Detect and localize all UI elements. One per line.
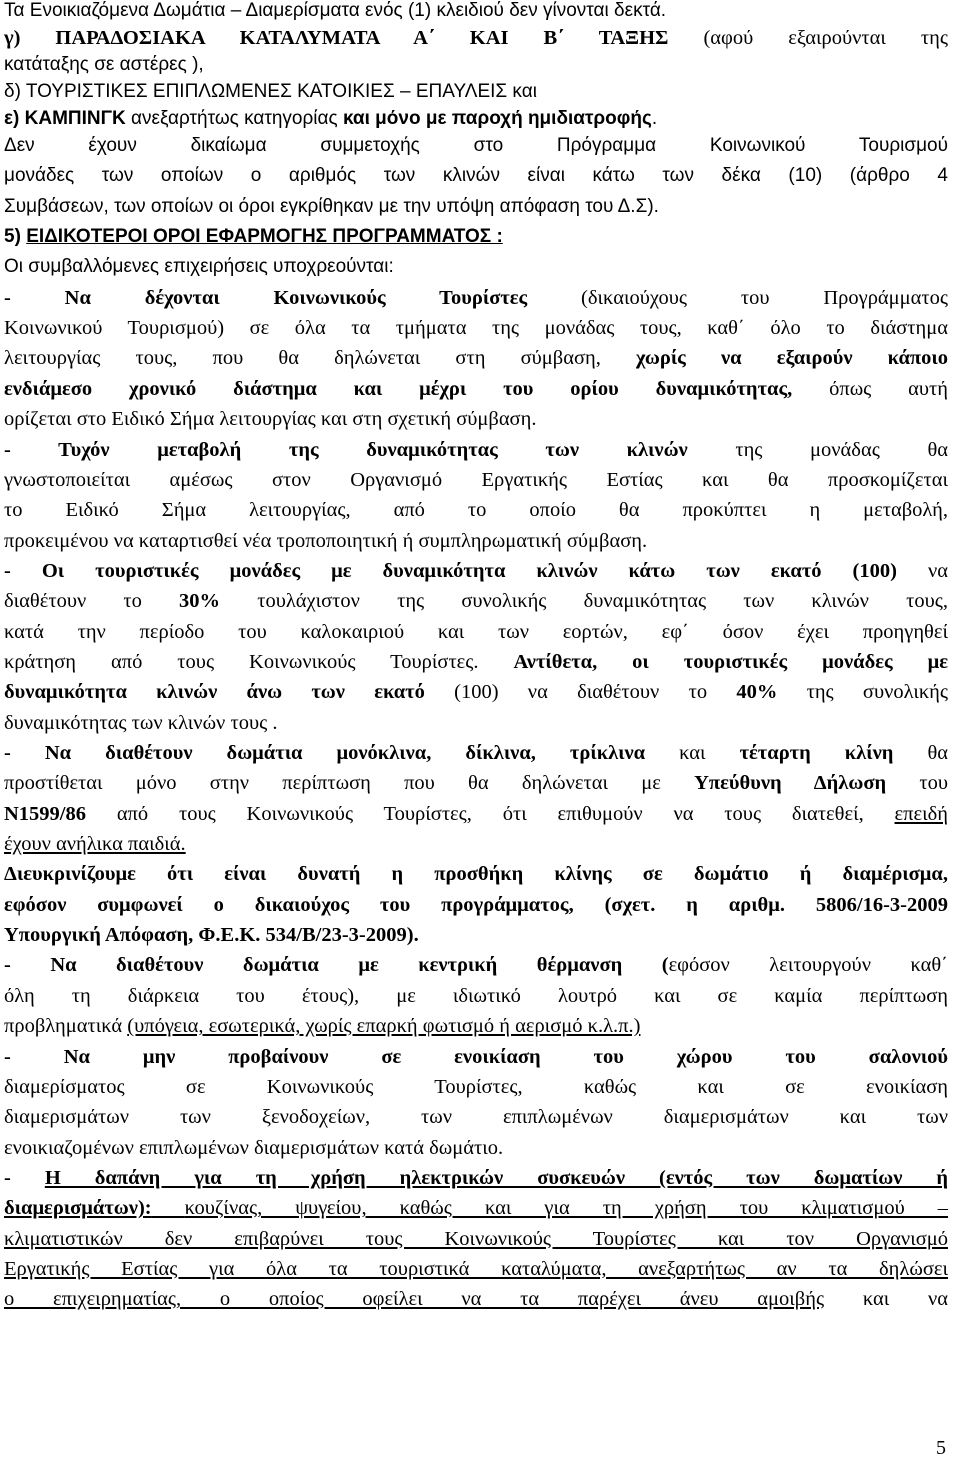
text-segment: θα: [893, 742, 948, 764]
text-segment: - Να διαθέτουν δωμάτια μονόκλινα, δίκλινα, τρίκλινα: [4, 742, 646, 764]
text-segment: και μόνο με παροχή ημιδιατροφής: [342, 108, 652, 129]
text-line: [4, 556, 948, 586]
text-segment: διαμερισμάτων):: [4, 1197, 152, 1220]
text-line: [4, 586, 948, 616]
text-segment: προστίθεται μόνο στην περίπτωση που θα δηλώνεται με: [4, 772, 695, 795]
text-line: [4, 981, 948, 1011]
text-line: [4, 647, 948, 677]
text-line: [4, 374, 948, 404]
text-line: [4, 799, 948, 829]
text-segment: - Τυχόν μεταβολή της δυναμικότητας των κλινών: [4, 438, 688, 461]
text-segment: Η δαπάνη για τη χρήση ηλεκτρικών συσκευών (εντός των δωματίων ή: [44, 1166, 948, 1189]
text-line: [4, 1011, 948, 1041]
text-line: [4, 131, 948, 161]
text-line: [4, 950, 948, 980]
text-segment: της συνολικής: [777, 681, 949, 704]
text-line: [4, 1102, 948, 1132]
text-segment: εφόσον λειτουργούν καθ΄: [668, 954, 948, 977]
text-line: [4, 920, 948, 950]
text-segment: έχουν ανήλικα παιδιά.: [4, 833, 186, 856]
text-segment: του: [886, 772, 949, 795]
text-line: [4, 222, 948, 252]
text-segment: προβληματικά: [4, 1015, 128, 1038]
text-segment: Διευκρινίζουμε ότι είναι δυνατή η προσθήκη κλίνης σε δωμάτιο ή διαμέρισμα,: [4, 863, 948, 886]
text-line: [4, 1042, 948, 1072]
text-line: [4, 1284, 948, 1314]
text-segment: 40%: [736, 681, 778, 704]
text-line: [4, 283, 948, 313]
text-segment: της μονάδας θα: [687, 438, 948, 461]
text-segment: εφόσον συμφωνεί ο δικαιούχος του προγράμματος, (σχετ. η αριθμ. 5806/16-3-2009: [4, 893, 948, 916]
text-segment: λειτουργίας τους, που θα δηλώνεται στη σύμβαση,: [4, 347, 636, 370]
text-segment: κλιματιστικών δεν επιβαρύνει τους Κοινωνικούς Τουρίστες και τον Οργανισμό: [4, 1227, 948, 1250]
text-line: [4, 50, 948, 80]
text-segment: χωρίς να εξαιρούν κάποιο: [635, 347, 948, 370]
text-segment: γ) ΠΑΡΑΔΟΣΙΑΚΑ ΚΑΤΑΛΥΜΑΤΑ Α΄ ΚΑΙ Β΄ ΤΑΞΗΣ: [4, 27, 669, 49]
text-segment: ορίζεται στο Ειδικό Σήμα λειτουργίας και στη σχετική σύμβαση.: [4, 408, 537, 431]
text-segment: δυναμικότητα κλινών άνω των εκατό: [4, 681, 425, 704]
text-line: [4, 465, 948, 495]
text-segment: - Να διαθέτουν δωμάτια με κεντρική θέρμανση (: [4, 954, 669, 977]
text-segment: επειδή: [894, 802, 948, 825]
text-segment: Συμβάσεων, των οποίων οι όροι εγκρίθηκαν με την υπόψη απόφαση του Δ.Σ).: [4, 195, 659, 217]
text-line: [4, 677, 948, 707]
text-line: [4, 1163, 948, 1193]
text-segment: - Να μην προβαίνουν σε ενοικίαση του χώρου του σαλονιού: [4, 1045, 948, 1068]
text-segment: γνωστοποιείται αμέσως στον Οργανισμό Εργατικής Εστίας και θα προσκομίζεται: [4, 468, 948, 491]
text-segment: .: [651, 108, 658, 129]
text-segment: [152, 1197, 185, 1219]
text-segment: - Να δέχονται Κοινωνικούς Τουρίστες: [4, 286, 528, 309]
text-segment: τουλάχιστον της συνολικής δυναμικότητας των κλινών τους,: [220, 590, 948, 613]
text-segment: (δικαιούχους του Προγράμματος: [527, 286, 948, 309]
text-line: [4, 495, 948, 525]
text-segment: διαμερισμάτων των ξενοδοχείων, των επιπλωμένων διαμερισμάτων και των: [4, 1106, 948, 1129]
text-segment: και να: [824, 1288, 948, 1311]
text-line: [4, 617, 948, 647]
text-segment: κράτηση από τους Κοινωνικούς Τουρίστες.: [4, 650, 514, 673]
text-segment: όλη τη διάρκεια του έτους), με ιδιωτικό λουτρό και σε καμία περίπτωση: [4, 984, 948, 1007]
text-line: [4, 404, 948, 434]
text-segment: διαθέτουν το: [4, 590, 180, 613]
text-segment: Αντίθετα, οι τουριστικές μονάδες με: [513, 650, 948, 673]
text-line: [4, 768, 948, 798]
text-segment: να: [896, 559, 948, 582]
text-line: [4, 252, 948, 282]
text-segment: ε) ΚΑΜΠΙΝΓΚ: [4, 108, 126, 129]
text-segment: (100) να διαθέτουν το: [424, 681, 737, 704]
text-line: [4, 829, 948, 859]
text-line: [4, 526, 948, 556]
text-segment: ενδιάμεσο χρονικό διάστημα και μέχρι του ορίου δυναμικότητας,: [4, 377, 793, 400]
text-segment: διαμερίσματος σε Κοινωνικούς Τουρίστες, καθώς και σε ενοικίαση: [4, 1075, 948, 1098]
text-line: [4, 859, 948, 889]
text-line: [4, 890, 948, 920]
text-segment: από τους Κοινωνικούς Τουρίστες, ότι επιθυμούν να τους διατεθεί,: [86, 802, 895, 825]
text-segment: τέταρτη κλίνη: [739, 742, 894, 764]
text-line: [4, 104, 948, 134]
text-segment: δ) ΤΟΥΡΙΣΤΙΚΕΣ ΕΠΙΠΛΩΜΕΝΕΣ ΚΑΤΟΙΚΙΕΣ – ΕΠΑΥΛΕΙΣ και: [4, 81, 537, 102]
text-segment: κατά την περίοδο του καλοκαιριού και των εορτών, εφ΄ όσον έχει προηγηθεί: [4, 620, 948, 643]
text-segment: - Οι τουριστικές μονάδες με δυναμικότητα κλινών κάτω των εκατό (100): [4, 559, 897, 582]
text-segment: (υπόγεια, εσωτερικά, χωρίς επαρκή φωτισμό ή αερισμό κ.λ.π.): [127, 1015, 641, 1038]
text-segment: 5): [4, 226, 27, 248]
text-segment: Δεν έχουν δικαίωμα συμμετοχής στο Πρόγραμμα Κοινωνικού Τουρισμού: [4, 135, 948, 156]
text-line: [4, 161, 948, 191]
text-segment: κουζίνας, ψυγείου, καθώς και για τη χρήση του κλιματισμού –: [184, 1197, 949, 1220]
text-line: [4, 77, 948, 107]
text-segment: ΕΙΔΙΚΟΤΕΡΟΙ ΟΡΟΙ ΕΦΑΡΜΟΓΗΣ ΠΡΟΓΡΑΜΜΑΤΟΣ :: [26, 226, 503, 248]
text-segment: κατάταξης σε αστέρες ),: [4, 54, 204, 75]
text-segment: και: [645, 742, 740, 764]
text-line: [4, 1193, 948, 1223]
text-line: [4, 1133, 948, 1163]
text-segment: μονάδες των οποίων ο αριθμός των κλινών είναι κάτω των δέκα (10) (άρθρο 4: [4, 165, 948, 187]
text-line: [4, 23, 948, 53]
text-segment: ο επιχειρηματίας, ο οποίος οφείλει να τα παρέχει άνευ αμοιβής: [4, 1288, 825, 1311]
text-segment: Υπεύθυνη Δήλωση: [694, 772, 887, 795]
text-line: [4, 738, 948, 768]
text-segment: Εργατικής Εστίας για όλα τα τουριστικά καταλύματα, ανεξαρτήτως αν τα δηλώσει: [4, 1257, 948, 1280]
text-segment: Κοινωνικού Τουρισμού) σε όλα τα τμήματα της μονάδας τους, καθ΄ όλο το διάστημα: [4, 317, 948, 340]
text-segment: Υπουργική Απόφαση, Φ.Ε.Κ. 534/Β/23-3-2009).: [4, 924, 419, 947]
text-segment: 30%: [179, 590, 221, 613]
text-segment: Τα Ενοικιαζόμενα Δωμάτια – Διαμερίσματα ενός (1) κλειδιού δεν γίνονται δεκτά.: [4, 0, 667, 21]
text-segment: (αφού εξαιρούνται της: [668, 27, 948, 49]
text-segment: ενοικιαζομένων επιπλωμένων διαμερισμάτων κατά δωμάτιο.: [4, 1136, 504, 1159]
text-line: [4, 1254, 948, 1284]
text-segment: δυναμικότητας των κλινών τους .: [4, 711, 278, 734]
text-segment: Οι συμβαλλόμενες επιχειρήσεις υποχρεούνται:: [4, 256, 394, 278]
text-segment: προκειμένου να καταρτισθεί νέα τροποποιητική ή συμπληρωματική σύμβαση.: [4, 529, 648, 552]
text-segment: το Ειδικό Σήμα λειτουργίας, από το οποίο θα προκύπτει η μεταβολή,: [4, 499, 948, 522]
text-line: [4, 1072, 948, 1102]
text-segment: Ν1599/86: [4, 802, 86, 825]
text-line: [4, 708, 948, 738]
text-line: [4, 343, 948, 373]
text-line: [4, 435, 948, 465]
text-line: [4, 1224, 948, 1254]
text-segment: όπως αυτή: [792, 377, 948, 400]
text-line: [4, 313, 948, 343]
text-segment: -: [4, 1166, 45, 1189]
text-segment: ανεξαρτήτως κατηγορίας: [125, 108, 343, 129]
text-line: [4, 192, 948, 222]
page-number: 5: [936, 1437, 946, 1459]
